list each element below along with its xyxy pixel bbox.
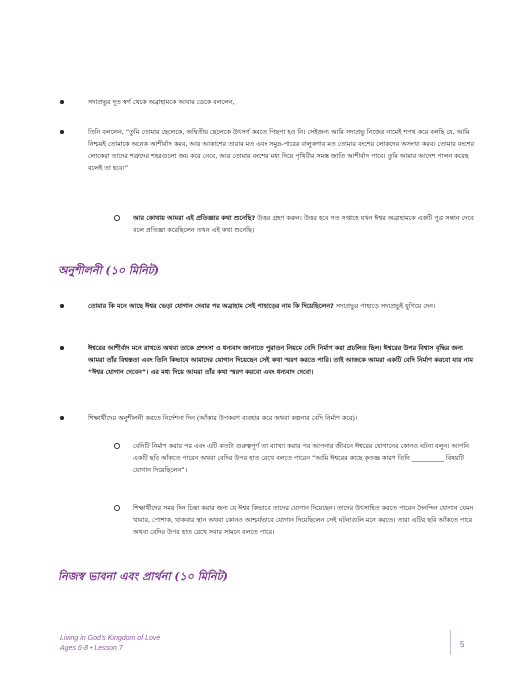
footer-divider — [450, 630, 451, 655]
sub-list-item — [114, 502, 480, 538]
bullet — [60, 130, 64, 134]
answer-text: উত্তর গ্রহণ করুন। উত্তর হবে গত সপ্তাহে যখন ঈশ্বর অব্রাহামকে একটি পুত্র সন্তান দেবে বলে প্রতিজ্ঞা করেছিলেন তখন এই কথা শুনেছি। — [133, 214, 474, 234]
paragraph-instructions: শিক্ষার্থীদের অনুশীলনী করতে নির্দেশনা দিন (আঁকার উপকরণ ব্যবহার করে অথবা কল্পনার বেদি নির্মাণ করে)। — [88, 414, 358, 422]
paragraph-reflect-provision: শিক্ষার্থীদের সময় দিন চিন্তা করার জন্য যে ঈশ্বর কিভাবে তাদের যোগান দিয়েছেন। তাদের উৎসাহিত করতে পারেন দৈনন্দিন যোগান যেমন খাবার, পোশাক, থাকবার স্থান অথবা কোনও আশ্চর্যভাবে যোগান দিয়েছিলেন সেই ঘটনাগুলি মনে করতে। তারা এটির ছবি আঁকতে পারে অথবা বেদির উপর হাত রেখে সবার সামনে বলতে পারে। — [133, 504, 474, 536]
section-heading-reflection-prayer: নিজস্ব ভাবনা এবং প্রার্থনা (১০ মিনিট) — [58, 570, 228, 583]
bullet — [60, 100, 64, 104]
footer — [60, 634, 160, 654]
section-heading-exercise: অনুশীলনী (১০ মিনিট) — [58, 264, 159, 277]
list-item — [60, 412, 480, 424]
bullet — [60, 304, 64, 308]
footer-subtitle: Ages 6-8 • Lesson 7 — [60, 645, 123, 652]
paragraph-gods-promise: তিনি বললেন, “তুমি তোমার ছেলেকে, অদ্বিতীয় ছেলেকে উৎসর্গ করতে পিছপা হও নি। সেইজন্য আমি সদাপ্রভু নিজের নামেই শপথ করে বলছি যে, আমি নিশ্চয়ই তোমাকে অনেক আশীর্বাদ করব, আর আকাশের তারার মত এবং সমুদ্র-পারের বালুকণার মত তোমার বংশের লোকদের অসংখ্য করব। তোমার বংশের লোকেরা তাদের শত্রুদের শহরগুলো জয় করে নেবে, আর তোমার বংশের মধ্য দিয়ে পৃথিবীর সমস্ত জাতি আশীর্বাদ পাবে। তুমি আমার আদেশ পালন করেছ বলেই তা হবে।” — [88, 128, 475, 172]
paragraph-share-story: বেদিটি নির্মাণ করার পর এবং এটি কতটা গুরুত্বপূর্ণ তা ব্যাখ্যা করার পর আপনার জীবনে ঈশ্বরের যোগানের কোনও ঘটনা বলুন। আপনি একটি ছবি আঁকতে পারেন অথবা বেদির উপর হাত রেখে বলতে পারেন “আমি ঈশ্বরের কাছে কৃতজ্ঞ কারণ তিনি __________ বিষয়টি যোগান দিয়েছিলেন”। — [133, 442, 469, 474]
footer-title: Living in God’s Kingdom of Love — [60, 635, 161, 642]
question-where-heard — [133, 212, 480, 236]
bullet — [60, 416, 64, 420]
page-number: 5 — [460, 640, 465, 649]
sub-list-item — [114, 440, 480, 476]
sub-bullet — [114, 443, 120, 449]
list-item — [60, 300, 480, 312]
list-item — [60, 342, 480, 378]
sub-bullet — [114, 505, 120, 511]
paragraph-altar-building: ঈশ্বরের আশীর্বাদ মনে রাখতে অথবা তাকে প্রশংসা ও ধন্যবাদ জানাতে পুরাতন নিয়মে বেদি নির্মাণ করা প্রচলিত ছিল। ঈশ্বরের উপর বিশ্বাস বৃদ্ধির জন্য আমরা তাঁর বিশ্বস্ততা এবং তিনি কিভাবে আমাদের যোগান দিয়েছেন সেই কথা স্মরণ করতে পারি। তাই আজকে আমরা একটি বেদি নির্মাণ করবো যার নাম “ঈশ্বর যোগান দেবেন”। এর মধ্য দিয়ে আমরা তাঁর কথা স্মরণ করবো এবং ধন্যবাদ দেবো। — [88, 344, 473, 376]
list-item — [60, 126, 480, 174]
paragraph-mountain-name — [88, 300, 480, 312]
question-text: তোমার কি মনে আছে ঈশ্বর ভেড়া যোগান দেবার পর অব্রাহাম সেই পাহাড়ের নাম কি দিয়েছিলেন? — [88, 302, 334, 310]
sub-bullet — [114, 215, 120, 221]
sub-list-item — [114, 212, 480, 236]
paragraph-angel-calls: সদাপ্রভুর দূত স্বর্গ থেকে অব্রাহামকে আবার ডেকে বললেন, — [88, 98, 235, 106]
answer-text: সদাপ্রভুর পাহাড়ে সদাপ্রভুই যুগিয়ে দেন। — [333, 302, 436, 310]
list-item — [60, 96, 480, 108]
bullet — [60, 346, 64, 350]
question-text: আর কোথায় আমরা এই প্রতিজ্ঞার কথা শুনেছি? — [133, 214, 256, 222]
